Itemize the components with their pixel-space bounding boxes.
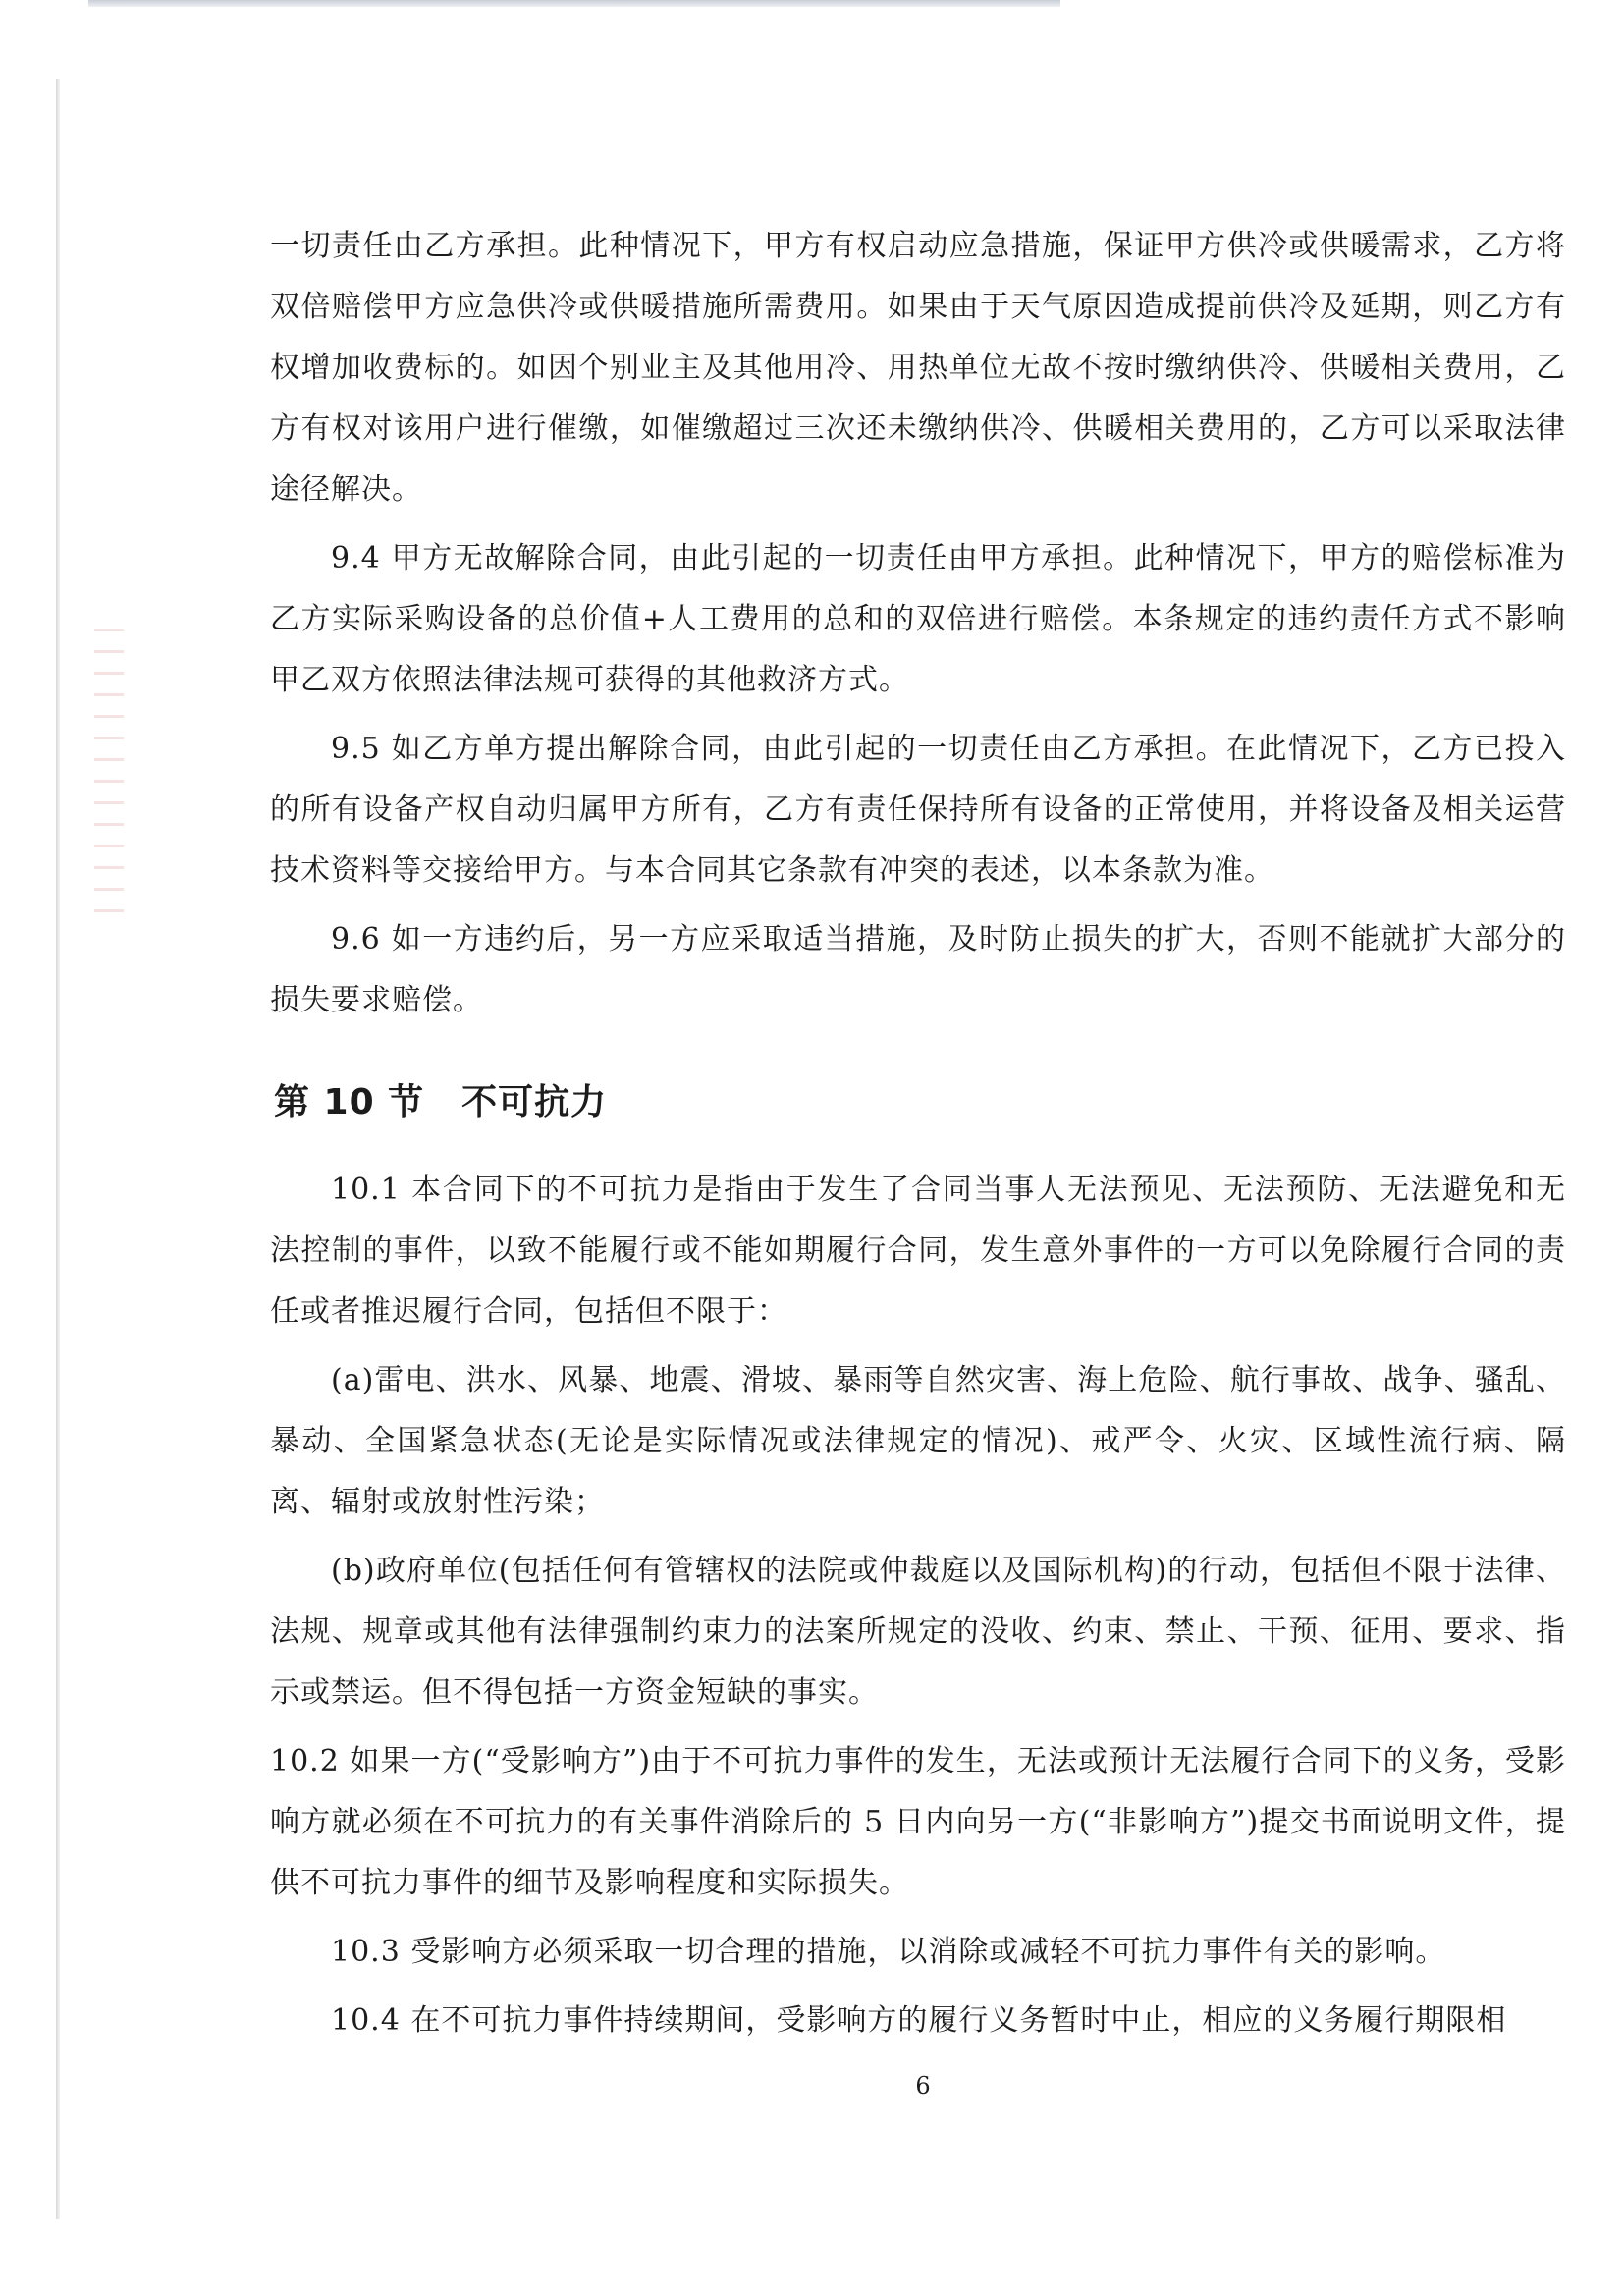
paragraph-continuation: 一切责任由乙方承担。此种情况下，甲方有权启动应急措施，保证甲方供冷或供暖需求，乙方将双倍赔偿甲方应急供冷或供暖措施所需费用。如果由于天气原因造成提前供冷及延期，则乙方有权增加收费标的。如因个别业主及其他用冷、用热单位无故不按时缴纳供冷、供暖相关费用，乙方有权对该用户进行催缴，如催缴超过三次还未缴纳供冷、供暖相关费用的，乙方可以采取法律途径解决。 <box>270 229 1566 507</box>
clause-10-4: 10.4 在不可抗力事件持续期间，受影响方的履行义务暂时中止，相应的义务履行期限相 <box>331 2003 1507 2038</box>
page-number: 6 <box>915 2072 931 2100</box>
clause-9-5: 9.5 如乙方单方提出解除合同，由此引起的一切责任由乙方承担。在此情况下，乙方已投入的所有设备产权自动归属甲方所有，乙方有责任保持所有设备的正常使用，并将设备及相关运营技术资料等交接给甲方。与本合同其它条款有冲突的表述，以本条款为准。 <box>270 732 1566 888</box>
section-title: 不可抗力 <box>461 1082 608 1122</box>
clause-10-1-b: (b)政府单位(包括任何有管辖权的法院或仲裁庭以及国际机构)的行动，包括但不限于法律、法规、规章或其他有法律强制约束力的法案所规定的没收、约束、禁止、干预、征用、要求、指示或禁运。但不得包括一方资金短缺的事实。 <box>270 1554 1566 1710</box>
section-heading <box>274 1074 1566 1124</box>
scan-artifact-mark <box>94 629 124 923</box>
scan-edge-left <box>56 79 60 2219</box>
clause-10-1: 10.1 本合同下的不可抗力是指由于发生了合同当事人无法预见、无法预防、无法避免和无法控制的事件，以致不能履行或不能如期履行合同，发生意外事件的一方可以免除履行合同的责任或者推迟履行合同，包括但不限于： <box>270 1173 1566 1329</box>
clause-9-4: 9.4 甲方无故解除合同，由此引起的一切责任由甲方承担。此种情况下，甲方的赔偿标准为乙方实际采购设备的总价值+人工费用的总和的双倍进行赔偿。本条规定的违约责任方式不影响甲乙双方依照法律法规可获得的其他救济方式。 <box>270 541 1566 697</box>
clause-10-1-a: (a)雷电、洪水、风暴、地震、滑坡、暴雨等自然灾害、海上危险、航行事故、战争、骚乱、暴动、全国紧急状态(无论是实际情况或法律规定的情况)、戒严令、火灾、区域性流行病、隔离、辐射或放射性污染； <box>270 1363 1566 1519</box>
clause-9-6: 9.6 如一方违约后，另一方应采取适当措施，及时防止损失的扩大，否则不能就扩大部分的损失要求赔偿。 <box>270 922 1566 1017</box>
document-body <box>270 216 1566 2059</box>
scan-edge-top <box>88 0 1060 7</box>
clause-10-2: 10.2 如果一方(“受影响方”)由于不可抗力事件的发生，无法或预计无法履行合同下的义务，受影响方就必须在不可抗力的有关事件消除后的 5 日内向另一方(“非影响方”)提交书面说明文件，提供不可抗力事件的细节及影响程度和实际损失。 <box>270 1744 1566 1900</box>
clause-10-3: 10.3 受影响方必须采取一切合理的措施，以消除或减轻不可抗力事件有关的影响。 <box>331 1935 1446 1969</box>
section-number: 第 10 节 <box>274 1082 425 1122</box>
